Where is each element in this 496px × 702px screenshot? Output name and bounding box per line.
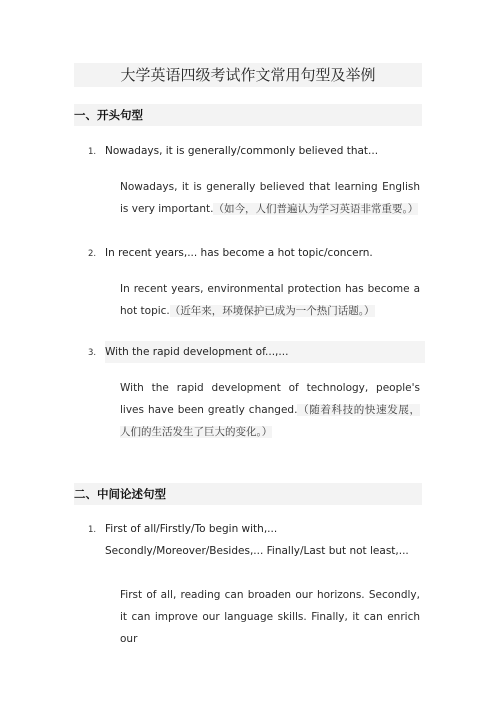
list-item-number: 1. — [88, 147, 97, 157]
example-paragraph — [120, 176, 420, 220]
example-chinese: （随着科技的快速发展，人们的生活发生了巨大的变化。） — [120, 404, 420, 438]
list-item-number: 1. — [88, 525, 97, 535]
list-item — [88, 518, 428, 557]
sentence-pattern: First of all/Firstly/To begin with,... Secondly/Moreover/Besides,... Finally/Last but not least,... — [105, 523, 409, 557]
list-item-number: 2. — [88, 249, 97, 259]
sentence-pattern: Nowadays, it is generally/commonly believed that... — [105, 145, 379, 157]
list-item-number: 3. — [88, 348, 97, 358]
list-item — [88, 341, 428, 364]
example-english: First of all, reading can broaden our horizons. Secondly, it can improve our language skills. Finally, it can enrich our — [120, 589, 420, 645]
example-chinese: （近年来，环境保护已成为一个热门话题。） — [169, 305, 375, 317]
section-heading-body: 二、中间论述句型 — [74, 483, 422, 505]
section-heading-opening: 一、开头句型 — [74, 104, 422, 126]
example-paragraph — [120, 377, 420, 443]
example-paragraph — [120, 278, 420, 322]
example-english: In recent years, environmental protection has become a hot topic. — [120, 283, 420, 317]
example-chinese: （如今，人们普遍认为学习英语非常重要。） — [213, 203, 419, 215]
list-item — [88, 140, 428, 163]
example-english: With the rapid development of technology, people's lives have been greatly changed. — [120, 382, 420, 416]
sentence-pattern: With the rapid development of...,... — [105, 341, 425, 363]
sentence-pattern: In recent years,... has become a hot topic/concern. — [105, 247, 373, 259]
example-paragraph — [120, 584, 420, 650]
example-english: Nowadays, it is generally believed that learning English is very important. — [120, 181, 420, 215]
page-title: 大学英语四级考试作文常用句型及举例 — [74, 63, 422, 87]
list-item — [88, 242, 428, 265]
